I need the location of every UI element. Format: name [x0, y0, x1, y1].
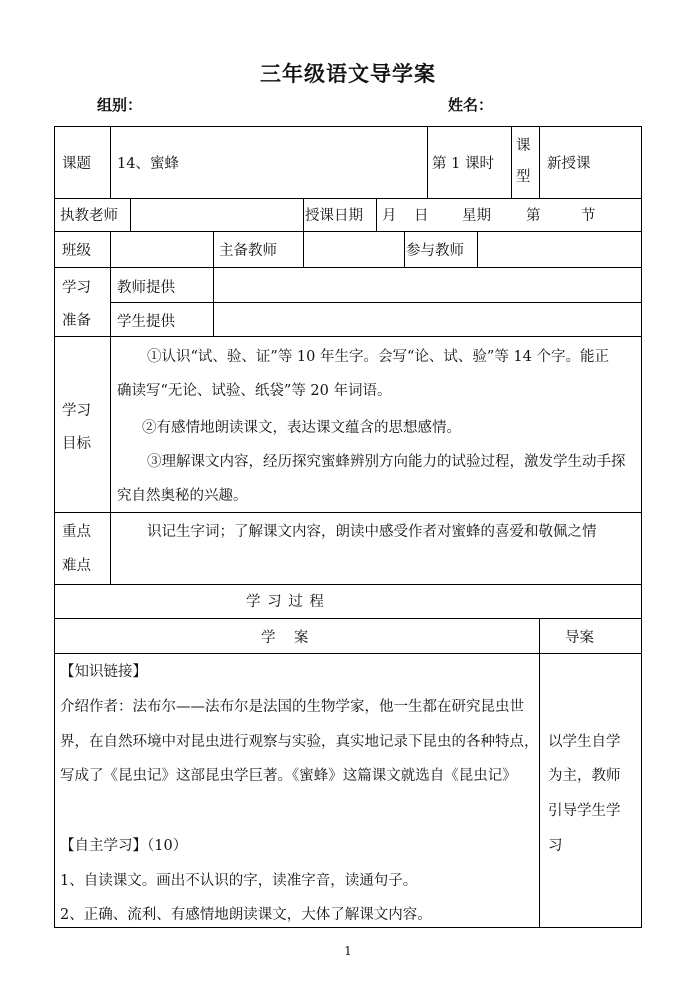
guide-line: 引导学生学 — [548, 803, 621, 819]
prep-label-2: 准备 — [62, 313, 91, 329]
participant-label: 参与教师 — [406, 243, 464, 259]
page-number: 1 — [344, 944, 352, 958]
prep-label-1: 学习 — [62, 280, 91, 296]
self-study-item: 1、自读课文。画出不认识的字，读准字音，读通句子。 — [60, 873, 418, 889]
guide-line: 习 — [548, 838, 563, 854]
process-title: 学 习 过 程 — [246, 594, 325, 610]
prep-student: 学生提供 — [117, 314, 175, 330]
guide-line: 以学生自学 — [548, 734, 621, 750]
self-study-item: 2、正确、流利、有感情地朗读课文，大体了解课文内容。 — [60, 907, 432, 923]
key-label-1: 重点 — [62, 524, 91, 540]
period-label: 第 1 课时 — [432, 156, 494, 172]
link-line: 介绍作者：法布尔——法布尔是法国的生物学家，他一生都在研究昆虫世 — [60, 699, 524, 715]
goal-line: ②有感情地朗读课文，表达课文蕴含的思想感情。 — [142, 420, 461, 436]
link-title: 【知识链接】 — [60, 664, 147, 680]
topic-label: 课题 — [62, 156, 91, 172]
link-line: 界，在自然环境中对昆虫进行观察与实验，真实地记录下昆虫的各种特点， — [60, 734, 539, 750]
guide-line: 为主，教师 — [548, 768, 621, 784]
teacher-label: 执教老师 — [60, 208, 118, 224]
page-title: 三年级语文导学案 — [260, 62, 436, 86]
date-label: 授课日期 — [305, 208, 363, 224]
goal-line: ③理解课文内容，经历探究蜜蜂辨别方向能力的试验过程，激发学生动手探 — [147, 454, 626, 470]
prep-teacher: 教师提供 — [117, 280, 175, 296]
goal-label-1: 学习 — [62, 403, 91, 419]
type-label-2: 型 — [516, 169, 531, 185]
goal-line: 确读写“无论、试验、纸袋”等 20 年词语。 — [117, 383, 392, 399]
class-label: 班级 — [62, 243, 91, 259]
date-section: 节 — [581, 208, 596, 224]
plan-header: 学 案 — [261, 630, 309, 646]
type-value: 新授课 — [547, 156, 591, 172]
goal-line: ①认识“试、验、证”等 10 年生字。会写“论、试、验”等 14 个字。能正 — [147, 349, 609, 365]
date-day: 日 — [414, 208, 429, 224]
self-study-title: 【自主学习】（10） — [60, 838, 188, 854]
guide-header: 导案 — [565, 630, 594, 646]
link-line: 写成了《昆虫记》这部昆虫学巨著。《蜜蜂》这篇课文就选自《昆虫记》 — [60, 768, 517, 784]
goal-label-2: 目标 — [62, 436, 91, 452]
key-label-2: 难点 — [62, 558, 91, 574]
date-ordinal: 第 — [526, 208, 541, 224]
key-text: 识记生字词；了解课文内容，朗读中感受作者对蜜蜂的喜爱和敬佩之情 — [147, 524, 597, 540]
topic-value: 14、蜜蜂 — [117, 156, 179, 172]
group-label: 组别： — [97, 96, 143, 114]
goal-line: 究自然奥秘的兴趣。 — [117, 488, 248, 504]
name-label: 姓名： — [448, 96, 494, 114]
date-month: 月 — [382, 208, 397, 224]
type-label-1: 课 — [516, 138, 531, 154]
lead-teacher-label: 主备教师 — [219, 243, 277, 259]
date-week: 星期 — [462, 208, 491, 224]
